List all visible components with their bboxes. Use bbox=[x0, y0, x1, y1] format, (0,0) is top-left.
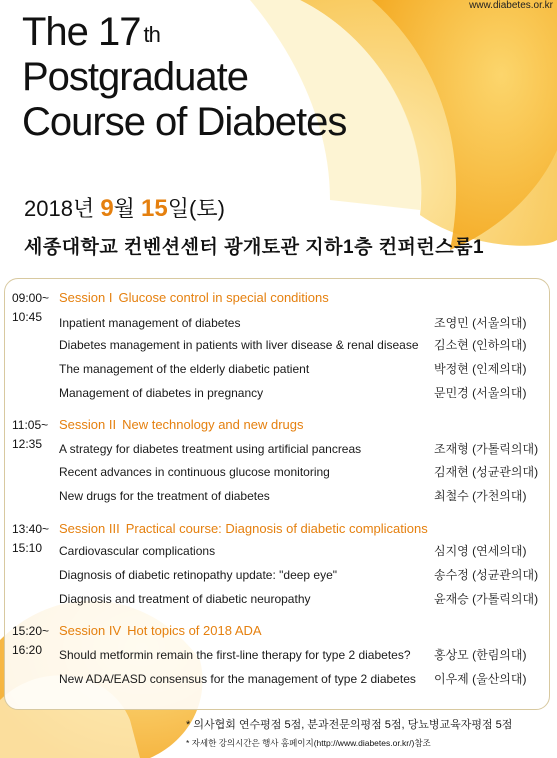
date-day: 15 bbox=[141, 195, 168, 222]
talk-title: Recent advances in continuous glucose monitoring bbox=[59, 465, 330, 479]
session-name: Session III bbox=[59, 521, 120, 536]
session-header bbox=[59, 289, 329, 307]
event-venue: 세종대학교 컨벤션센터 광개토관 지하1층 컨퍼런스룸1 bbox=[24, 237, 485, 258]
homepage-note: * 자세한 강의시간은 행사 홈페이지(http://www.diabetes.or.kr/)참조 bbox=[186, 738, 431, 748]
title-line-3: Course of Diabetes bbox=[22, 100, 347, 144]
session-header bbox=[59, 416, 303, 434]
talk-row bbox=[59, 590, 539, 608]
title-line-2: Postgraduate bbox=[22, 55, 248, 99]
session-header bbox=[59, 520, 428, 538]
talk-row bbox=[59, 336, 539, 354]
session-topic: Practical course: Diagnosis of diabetic complications bbox=[125, 521, 428, 536]
talk-title: Inpatient management of diabetes bbox=[59, 316, 241, 330]
title-line-1: The 17 $^{th}$ bbox=[22, 10, 160, 54]
talk-title: Diagnosis of diabetic retinopathy update: "deep eye" bbox=[59, 568, 338, 582]
talk-title: New ADA/EASD consensus for the management of type 2 diabetes bbox=[59, 672, 416, 686]
talk-title: Diabetes management in patients with liver disease & renal disease bbox=[59, 338, 419, 352]
talk-row bbox=[59, 542, 539, 560]
course-title bbox=[22, 10, 346, 145]
session-topic: New technology and new drugs bbox=[122, 417, 304, 432]
session-name: Session II bbox=[59, 417, 117, 432]
talk-speaker: 조재형 (가톨릭의대) bbox=[434, 442, 539, 456]
session-time: 11:05~ 12:35 bbox=[12, 418, 49, 451]
event-date: 2018년 9월 15일(토) bbox=[24, 195, 225, 222]
session-time: 15:20~ 16:20 bbox=[12, 624, 50, 657]
session-time: 09:00~ 10:45 bbox=[12, 291, 50, 324]
talk-speaker: 조영민 (서울의대) bbox=[434, 316, 527, 330]
title-ordinal-suffix: th bbox=[143, 22, 160, 47]
session-name: Session IV bbox=[59, 623, 122, 638]
talk-title: Cardiovascular complications bbox=[59, 544, 216, 558]
talk-row bbox=[59, 646, 539, 664]
date-month: 9 bbox=[100, 195, 114, 222]
talk-speaker: 문민경 (서울의대) bbox=[434, 386, 527, 400]
talk-title: New drugs for the treatment of diabetes bbox=[59, 489, 270, 503]
talk-row bbox=[59, 463, 539, 481]
talk-row bbox=[59, 670, 539, 688]
session-time: 13:40~ 15:10 bbox=[12, 522, 50, 555]
talk-title: Management of diabetes in pregnancy bbox=[59, 386, 264, 400]
talk-title: Diagnosis and treatment of diabetic neuropathy bbox=[59, 592, 311, 606]
talk-speaker: 심지영 (연세의대) bbox=[434, 544, 527, 558]
talk-speaker: 송수정 (성균관의대) bbox=[434, 568, 539, 582]
talk-speaker: 이우제 (울산의대) bbox=[434, 672, 527, 686]
talk-speaker: 김재현 (성균관의대) bbox=[434, 465, 539, 479]
talk-speaker: 박정현 (인제의대) bbox=[434, 362, 527, 376]
session-topic: Hot topics of 2018 ADA bbox=[127, 623, 262, 638]
talk-row bbox=[59, 384, 539, 402]
talk-title: The management of the elderly diabetic patient bbox=[59, 362, 310, 376]
talk-speaker: 최철수 (가천의대) bbox=[434, 489, 527, 503]
website-url: www.diabetes.or.kr bbox=[469, 0, 553, 11]
session-name: Session I bbox=[59, 290, 113, 305]
session-header bbox=[59, 622, 262, 640]
credit-note: * 의사협회 연수평점 5점, 분과전문의평점 5점, 당뇨병교육자평점 5점 bbox=[186, 719, 513, 731]
talk-title: A strategy for diabetes treatment using artificial pancreas bbox=[59, 442, 362, 456]
talk-speaker: 김소현 (인하의대) bbox=[434, 338, 527, 352]
talk-row bbox=[59, 440, 539, 458]
talk-row bbox=[59, 314, 539, 332]
talk-speaker: 윤재승 (가톨릭의대) bbox=[434, 592, 539, 606]
talk-title: Should metformin remain the first-line therapy for type 2 diabetes? bbox=[59, 648, 411, 662]
talk-row bbox=[59, 566, 539, 584]
talk-speaker: 홍상모 (한림의대) bbox=[434, 648, 527, 662]
talk-row bbox=[59, 360, 539, 378]
session-topic: Glucose control in special conditions bbox=[118, 290, 329, 305]
talk-row bbox=[59, 487, 539, 505]
